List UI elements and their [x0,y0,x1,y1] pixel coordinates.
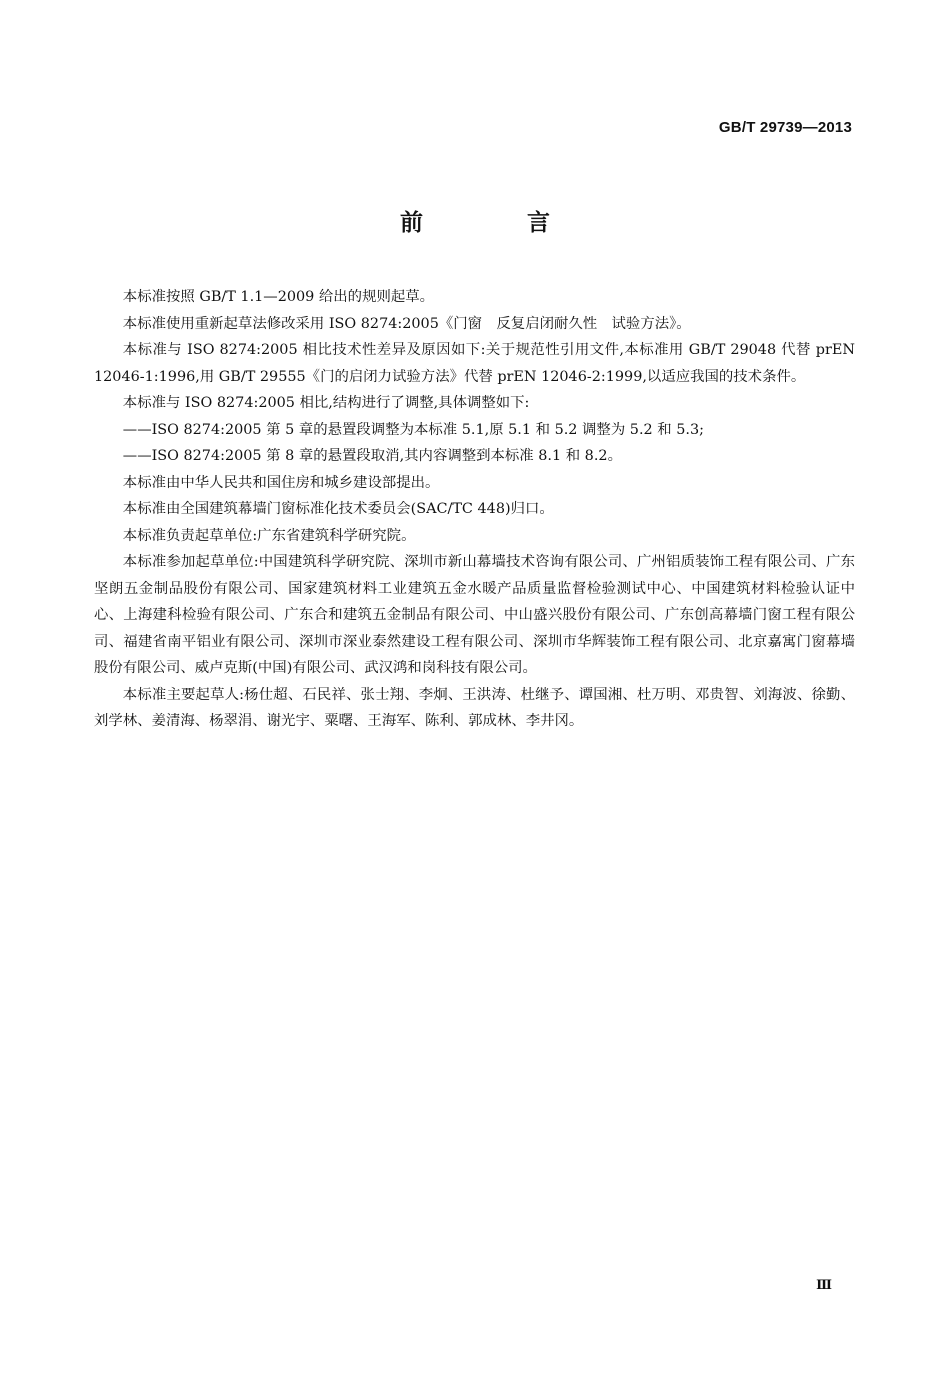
page-title: 前 言 [399,210,598,236]
paragraph-lead-drafter: 本标准负责起草单位:广东省建筑科学研究院。 [122,527,416,544]
list-item-change-2: ——ISO 8274:2005 第 8 章的悬置段取消,其内容调整到本标准 8.1 和 8.2。 [122,448,622,464]
paragraph-adoption-method: 本标准使用重新起草法修改采用 ISO 8274:2005《门窗 反复启闭耐久性 试验方法》。 [122,315,691,332]
paragraph-committee: 本标准由全国建筑幕墙门窗标准化技术委员会(SAC/TC 448)归口。 [122,501,554,517]
paragraph-structure-changes: 本标准与 ISO 8274:2005 相比,结构进行了调整,具体调整如下: [122,395,530,411]
list-item-change-1: ——ISO 8274:2005 第 5 章的悬置段调整为本标准 5.1,原 5.1 和 5.2 调整为 5.2 和 5.3; [122,421,704,438]
paragraph-technical-differences: 本标准与 ISO 8274:2005 相比技术性差异及原因如下:关于规范性引用文件,本标准用 GB/T 29048 代替 prEN 12046-1:1996,用 GB/T 29555《门的启闭力试验方法》代替 prEN 12046-2:1999,以适应我国的技术条件。 [94,342,855,385]
paragraph-main-drafters: 本标准主要起草人:杨仕超、石民祥、张士翔、李炯、王洪涛、杜继予、谭国湘、杜万明、邓贵智、刘海波、徐勤、刘学林、姜清海、杨翠涓、谢光宇、粟曙、王海军、陈利、郭成林、李井冈。 [94,686,855,729]
foreword-body [94,284,855,735]
page-number: Ⅲ [816,1278,832,1293]
paragraph-participating-units: 本标准参加起草单位:中国建筑科学研究院、深圳市新山幕墙技术咨询有限公司、广州铝质装饰工程有限公司、广东坚朗五金制品股份有限公司、国家建筑材料工业建筑五金水暖产品质量监督检验测试中心、中国建筑材料检验认证中心、上海建科检验有限公司、广东合和建筑五金制品有限公司、中山盛兴股份有限公司、广东创高幕墙门窗工程有限公司、福建省南平铝业有限公司、深圳市深业泰然建设工程有限公司、深圳市华辉装饰工程有限公司、北京嘉寓门窗幕墙股份有限公司、威卢克斯(中国)有限公司、武汉鸿和岗科技有限公司。 [94,554,855,676]
standard-number: GB/T 29739—2013 [718,119,852,136]
paragraph-proposer: 本标准由中华人民共和国住房和城乡建设部提出。 [122,474,440,491]
paragraph-drafting-rules: 本标准按照 GB/T 1.1—2009 给出的规则起草。 [122,289,435,305]
